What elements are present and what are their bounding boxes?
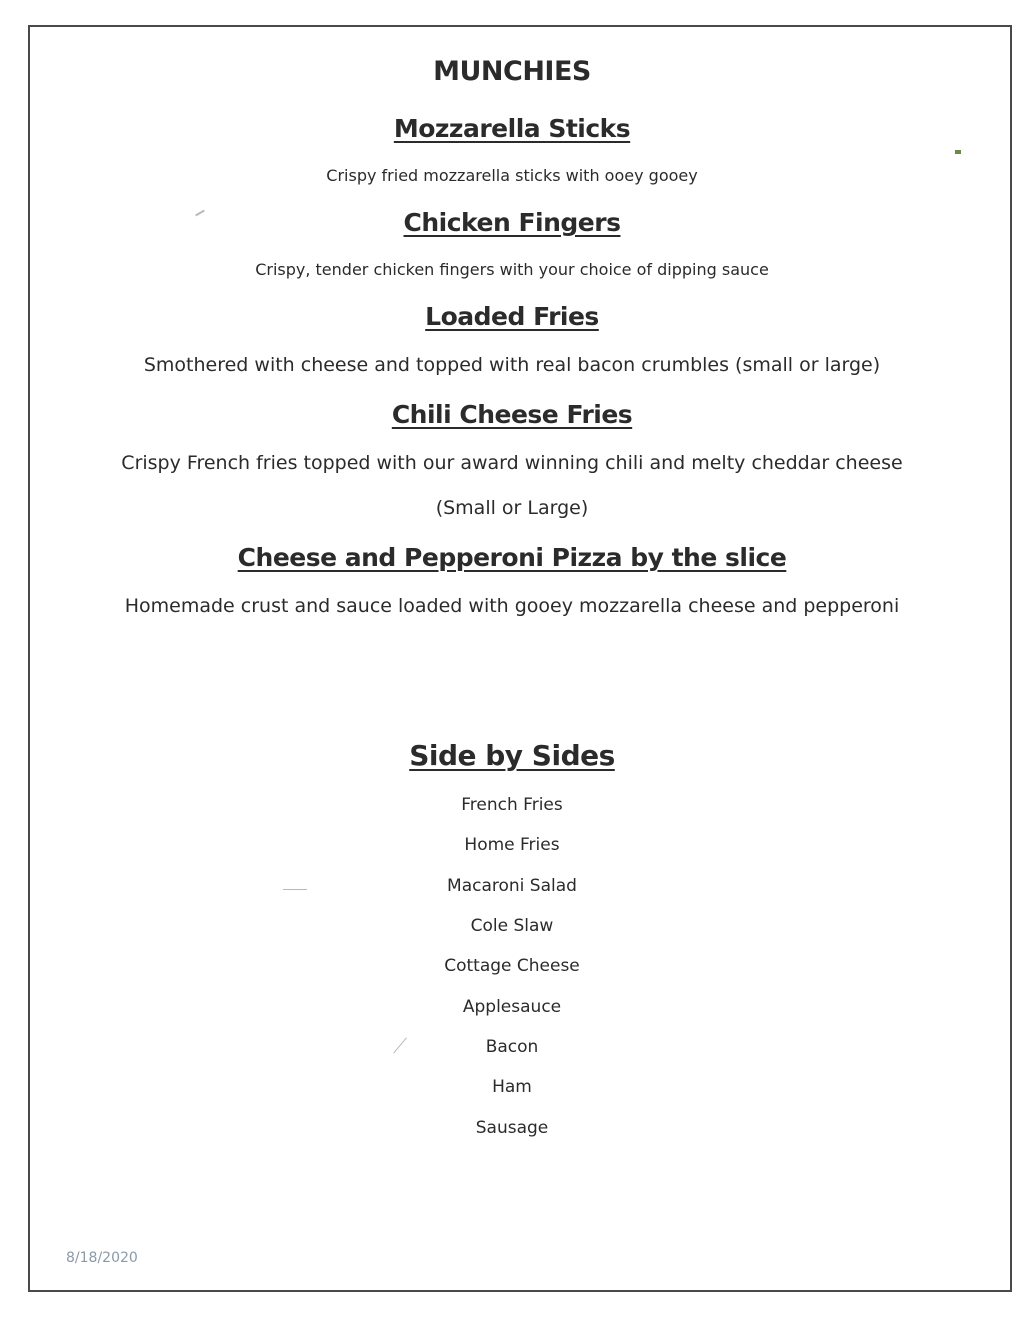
side-item: Applesauce [462,997,562,1017]
menu-title: MUNCHIES [433,56,591,87]
side-item: Sausage [475,1118,549,1138]
sides-title: Side by Sides [409,739,615,772]
item-title-chili-cheese-fries: Chili Cheese Fries [391,400,633,429]
item-description-mozzarella-sticks: Crispy fried mozzarella sticks with ooey gooey [326,166,698,185]
item-description-loaded-fries: Smothered with cheese and topped with real bacon crumbles (small or large) [143,354,881,376]
side-item: Cottage Cheese [444,956,580,976]
side-item: Cole Slaw [470,916,554,936]
side-item: French Fries [461,795,563,815]
side-item: Ham [492,1077,532,1097]
side-item: Home Fries [464,835,560,855]
item-title-mozzarella-sticks: Mozzarella Sticks [393,114,631,143]
side-item: Macaroni Salad [447,876,577,896]
date-stamp: 8/18/2020 [66,1250,138,1266]
item-description-chicken-fingers: Crispy, tender chicken fingers with your choice of dipping sauce [255,260,769,279]
item-description-pizza-slice: Homemade crust and sauce loaded with gooey mozzarella cheese and pepperoni [124,595,900,617]
item-title-pizza-slice: Cheese and Pepperoni Pizza by the slice [237,543,787,572]
scan-speck [955,150,961,154]
item-description-chili-cheese-fries-size: (Small or Large) [435,497,589,519]
side-item: Bacon [485,1037,539,1057]
item-title-chicken-fingers: Chicken Fingers [403,208,621,237]
item-description-chili-cheese-fries: Crispy French fries topped with our award winning chili and melty cheddar cheese [121,452,903,474]
item-title-loaded-fries: Loaded Fries [425,302,599,331]
